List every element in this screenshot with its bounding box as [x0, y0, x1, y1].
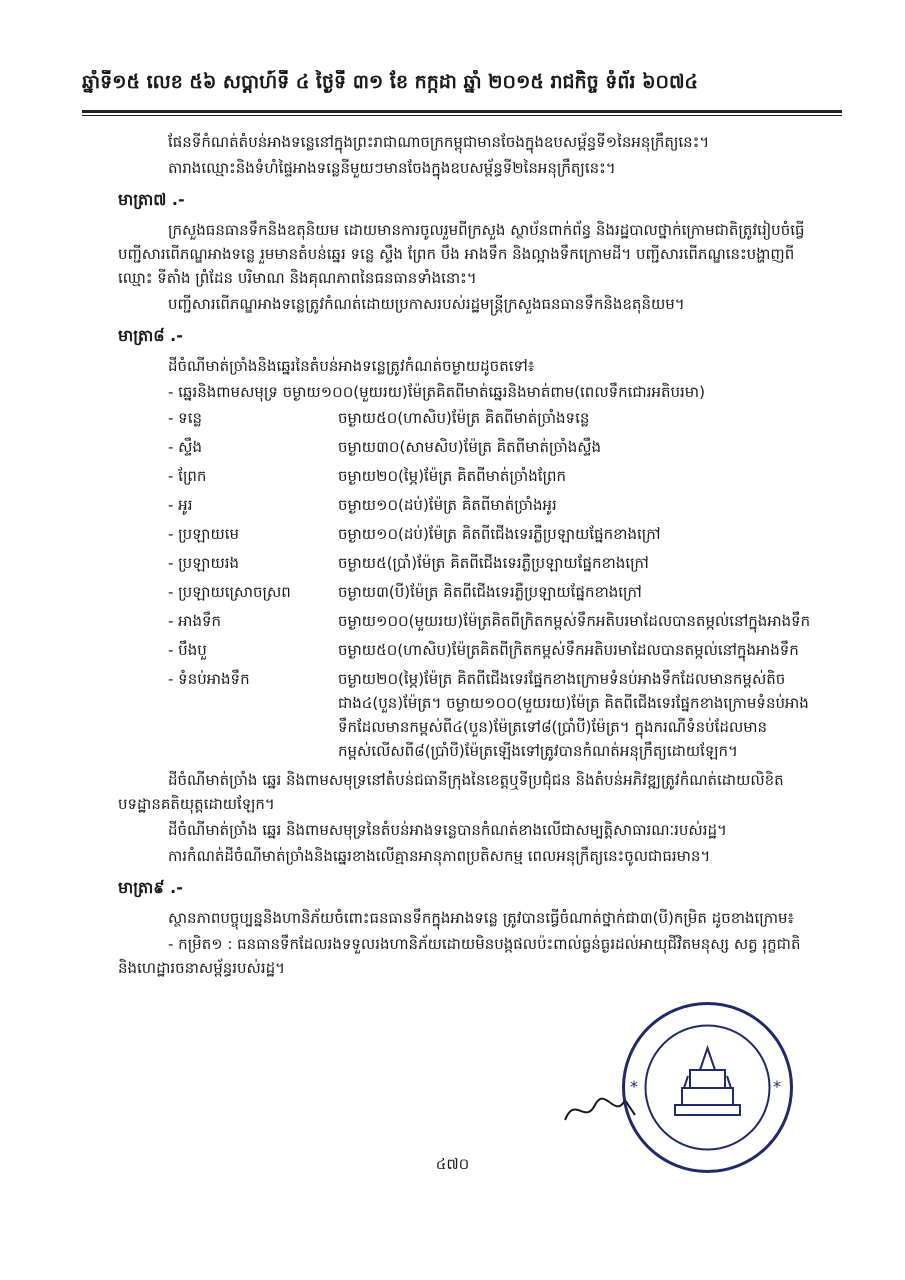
article-9-paragraph-2: - កម្រិត១ : ធនធានទឹកដែលរងទទួលរងហានិភ័យដោយមិនបង្កផលប៉ះពាល់ធ្ងន់ធ្ងរដល់អាយុជីវិតមនុស្ស សត្វ រុក្ខជាតិ និងហេដ្ឋារចនាសម្ព័ន្ធរបស់រដ្ឋ។ — [118, 935, 801, 977]
gazette-header: ឆ្នាំទី១៥ លេខ ៥៦ សប្តាហ៍ទី ៤ ថ្ងៃទី ៣១ ខែ កក្កដា ឆ្នាំ ២០១៥ រាជកិច្ច ទំព័រ ៦០៧៤ — [82, 71, 699, 93]
distance-list — [118, 406, 818, 763]
article-8-paragraph-after-3: ការកំណត់ដីចំណីមាត់ច្រាំងនិងឆ្នេរខាងលើគ្មានអានុភាពប្រតិសកម្ម ពេលអនុក្រឹត្យនេះចូលជាធរមាន។ — [168, 847, 711, 865]
list-item-term: - បឹងបួ — [168, 641, 207, 659]
list-item-desc: ចម្ងាយ៥(ប្រាំ)ម៉ែត្រ គិតពីជើងទេរភ្លឺប្រឡាយផ្នែកខាងក្រៅ — [338, 554, 649, 572]
list-item — [118, 406, 818, 430]
list-item — [118, 551, 818, 575]
list-item-term: - ប្រឡាយស្រោចស្រព — [168, 583, 291, 601]
article-8-paragraph-after-1: ដីចំណីមាត់ច្រាំង ឆ្នេរ និងពាមសមុទ្រនៅតំបន់ជធានីក្រុងនៃខេត្តឬទីប្រជុំជន និងតំបន់អភិវឌ្ឍត្រូវកំណត់ដោយលិខិតបទដ្ឋានគតិយុត្តដោយឡែក។ — [118, 771, 784, 813]
list-item-desc: ចម្ងាយ២០(ម្ភៃ)ម៉ែត្រ គិតពីជើងទេរផ្នែកខាងក្រោមទំនប់អាងទឹកដែលមានកម្ពស់តិចជាង៤(បួន)ម៉ែត្រ។ ចម្ងាយ១០០(មួយរយ)ម៉ែត្រ គិតពីជើងទេរផ្នែកខាងក្រោមទំនប់អាងទឹកដែលមានកម្ពស់ពី៤(បួន)ម៉ែត្រទៅ៨(ប្រាំបី)ម៉ែត្រ។ ក្នុងករណីទំនប់ដែលមានកម្ពស់លើសពី៨(ប្រាំបី)ម៉ែត្រឡើងទៅត្រូវបានកំណត់អនុក្រឹត្យដោយឡែក។ — [338, 670, 809, 760]
article-7-title: មាត្រា៧ .- — [118, 190, 185, 209]
list-item-desc: ចម្ងាយ៣(បី)ម៉ែត្រ គិតពីជើងទេរភ្លឺប្រឡាយផ្នែកខាងក្រៅ — [338, 583, 642, 601]
svg-text:*: * — [630, 1077, 638, 1096]
intro-line-1: ផែនទីកំណត់តំបន់អាងទន្លេនៅក្នុងព្រះរាជាណាចក្រកម្ពុជាមានចែងក្នុងឧបសម្ព័ន្ធទី១នៃអនុក្រឹត្យនេះ។ — [168, 133, 710, 151]
svg-text:*: * — [773, 1077, 781, 1096]
list-item-desc: ចម្ងាយ៥០(ហាសិប)ម៉ែត្រ គិតពីមាត់ច្រាំងទន្លេ — [338, 409, 590, 427]
article-8-lead: ដីចំណីមាត់ច្រាំងនិងឆ្នេរនៃតំបន់អាងទន្លេត្រូវកំណត់ចម្ងាយដូចតទៅ៖ — [168, 357, 535, 375]
list-item-term: - ព្រែក — [168, 467, 207, 485]
list-item-desc: ចម្ងាយ៣០(សាមសិប)ម៉ែត្រ គិតពីមាត់ច្រាំងស្ទឹង — [338, 438, 602, 456]
list-item-term: - ទន្លេ — [168, 409, 202, 427]
article-8-coast-item: - ឆ្នេរនិងពាមសមុទ្រ ចម្ងាយ១០០(មួយរយ)ម៉ែត្រគិតពីមាត់ឆ្នេរនិងមាត់ពាម(ពេលទឹកជោរអតិបរមា) — [168, 383, 705, 401]
list-item — [118, 580, 818, 604]
intro-line-2: តារាងឈ្មោះនិងទំហំផ្ទៃអាងទន្លេនីមួយៗមានចែងក្នុងឧបសម្ព័ន្ធទី២នៃអនុក្រឹត្យនេះ។ — [168, 159, 616, 177]
official-seal — [620, 1000, 795, 1175]
list-item — [118, 522, 818, 546]
list-item-desc: ចម្ងាយ១០០(មួយរយ)ម៉ែត្រគិតពីក្រិតកម្ពស់ទឹកអតិបរមាដែលបានតម្កល់នៅក្នុងអាងទឹក — [338, 612, 811, 630]
document-body — [118, 130, 818, 982]
list-item-term: - ទំនប់អាងទឹក — [168, 670, 250, 688]
article-7-paragraph-2: បញ្ជីសារពើភណ្ឌអាងទន្លេត្រូវកំណត់ដោយប្រកាសរបស់រដ្ឋមន្ត្រីក្រសួងធនធានទឹកនិងឧតុនិយម។ — [168, 295, 685, 313]
page-number: ៤៧០ — [435, 1155, 470, 1173]
list-item — [118, 493, 818, 517]
article-8-title: មាត្រា៨ .- — [118, 326, 183, 345]
list-item-desc: ចម្ងាយ១០(ដប់)ម៉ែត្រ គិតពីជើងទេរភ្លឺប្រឡាយផ្នែកខាងក្រៅ — [338, 525, 661, 543]
list-item-term: - អូរ — [168, 496, 193, 514]
header-rule — [82, 110, 842, 116]
list-item — [118, 638, 818, 662]
list-item — [118, 609, 818, 633]
article-8-paragraph-after-2: ដីចំណីមាត់ច្រាំង ឆ្នេរ និងពាមសមុទ្រនៃតំបន់អាងទន្លេបានកំណត់ខាងលើជាសម្បត្តិសាធារណៈរបស់រដ្ឋ។ — [168, 821, 727, 839]
list-item-desc: ចម្ងាយ២០(ម្ភៃ)ម៉ែត្រ គិតពីមាត់ច្រាំងព្រែក — [338, 467, 566, 485]
article-7-paragraph-1: ក្រសួងធនធានទឹកនិងឧតុនិយម ដោយមានការចូលរួមពីក្រសួង ស្ថាប័នពាក់ព័ន្ធ និងរដ្ឋបាលថ្នាក់ក្រោមជាតិត្រូវរៀបចំធ្វើបញ្ជីសារពើភណ្ឌអាងទន្លេ រួមមានតំបន់ឆ្នេរ ទន្លេ ស្ទឹង ព្រែក បឹង អាងទឹក និងល្អាងទឹកក្រោមដី។ បញ្ជីសារពើភណ្ឌនេះបង្ហាញពីឈ្មោះ ទីតាំង ព្រំដែន បរិមាណ និងគុណភាពនៃធនធានទាំងនោះ។ — [118, 221, 805, 287]
list-item-term: - ស្ទឹង — [168, 438, 202, 456]
list-item-term: - អាងទឹក — [168, 612, 222, 630]
list-item-term: - ប្រឡាយមេ — [168, 525, 240, 543]
article-9-title: មាត្រា៩ .- — [118, 878, 183, 897]
list-item — [118, 435, 818, 459]
list-item-term: - ប្រឡាយរង — [168, 554, 240, 572]
article-9-paragraph-1: ស្ថានភាពបច្ចុប្បន្ននិងហានិភ័យចំពោះធនធានទឹកក្នុងអាងទន្លេ ត្រូវបានធ្វើចំណាត់ថ្នាក់ជា៣(បី)កម្រិត ដូចខាងក្រោម៖ — [168, 909, 795, 927]
list-item-desc: ចម្ងាយ៥០(ហាសិប)ម៉ែត្រគិតពីក្រិតកម្ពស់ទឹកអតិបរមាដែលបានតម្កល់នៅក្នុងអាងទឹក — [338, 641, 799, 659]
list-item — [118, 464, 818, 488]
list-item — [118, 667, 818, 763]
list-item-desc: ចម្ងាយ១០(ដប់)ម៉ែត្រ គិតពីមាត់ច្រាំងអូរ — [338, 496, 557, 514]
